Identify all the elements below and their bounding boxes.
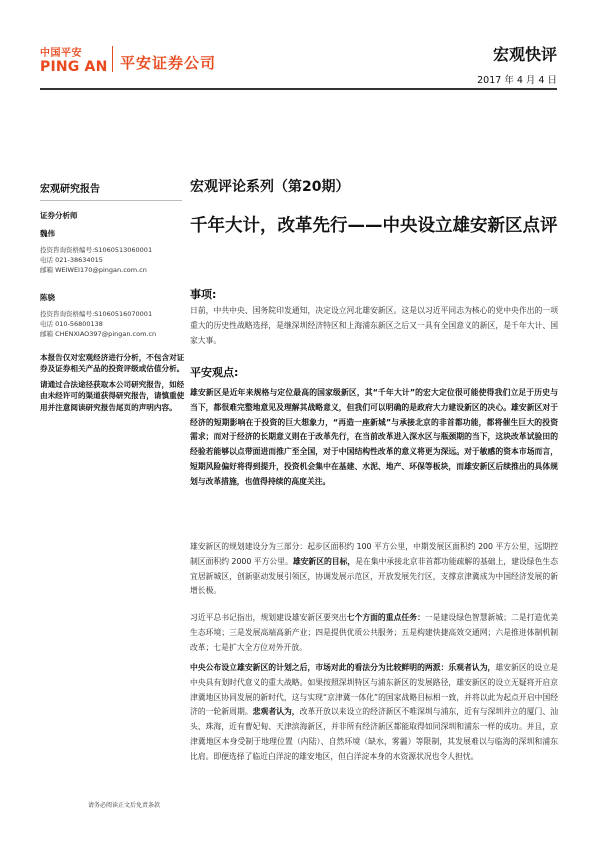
tasks-paragraph [190,611,558,655]
plan-text: 雄安新区的规划建设分为三部分：起步区面积约 100 平方公里，中期发展区面积约 200 平方公里，远期控制区面积约 2000 平方公里。 [190,542,558,566]
tasks-list: 一是建设绿色智慧新城；二是打造优美生态环境；三是发展高端高新产业；四是提供优质公共服务；五是构建快捷高效交通网；六是推进体制机制改革；七是扩大全方位对外开放。 [190,613,559,652]
views-paragraph [190,661,558,765]
analyst-name: 陈骁 [40,293,55,302]
tasks-intro: 习近平总书记指出，规划建设雄安新区要突出 [190,613,347,622]
pessimist-text: 改革开放以来设立的经济新区不唯深圳与浦东，近有与深圳并立的厦门、汕头、珠海，近有曹妃甸、天津滨海新区，并非所有经济新区都能取得如同深圳和浦东一样的成功。并且，京津冀地区本身受制于地理位置（内陆）、自然环境（缺水，雾霾）等限制，其发展难以与临海的深圳和浦东比肩。即便选择了临近白洋淀的雄安地区，但白洋淀本身的水资源状况也令人担忧。 [190,707,559,761]
logo-divider [112,46,113,72]
report-category: 宏观研究报告 [40,184,100,195]
analyst-email[interactable]: 邮箱 WEIWEI170@pingan.com.cn [40,266,147,274]
analyst-label: 证券分析师 [40,211,78,220]
footer-note: 请务必阅读正文后免责条款 [88,802,161,809]
analyst-phone: 电话 021-38634015 [40,256,103,264]
page-title: 千年大计，改革先行——中央设立雄安新区点评 [190,216,558,236]
optimist-text: 雄安新区的设立是中央具有划时代意义的重大战略。如果按照深圳特区与浦东新区的发展路径，雄安新区的设立无疑将开启京津冀地区协同发展的新时代，这与实现“京津冀一体化”的国家战略目标相一致，并将以此为起点开启中国经济的一轮新周期。 [190,663,559,717]
analyst-phone: 电话 010-56800138 [40,320,103,328]
event-heading: 事项: [190,288,217,301]
company-logo [40,44,270,80]
report-type: 宏观快评 [492,45,557,64]
disclaimer-scope: 本报告仅对宏观经济进行分析，不包含对证券及证券相关产品的投资评级或估值分析。 [40,353,185,374]
plan-goal-text: 是在集中承接北京非首都功能疏解的基础上，建设绿色生态宜居新城区，创新驱动发展引领区，协调发展示范区，开放发展先行区，支撑京津冀成为中国经济发展的新增长极。 [190,556,559,596]
logo-english-text: PING AN [40,59,108,75]
optimist-label: 中央公布设立雄安新区的计划之后，市场对此的看法分为比较鲜明的两派：乐观者认为， [190,663,496,672]
header-divider [40,88,557,90]
view-paragraph: 雄安新区是近年来规格与定位最高的国家级新区，其“千年大计”的宏大定位很可能使得我们立足于历史与当下，都很难完整地意见及理解其战略意义，但我们可以明确的是政府大力建设新区的决心。雄安新区对于经济的短期影响在于投资的巨大想象力，“再造一座新城”与承接北京的非首都功能，都将催生巨大的投资需求；而对于经济的长期意义则在于改革先行，在当前改革进入深水区与瓶颈期的当下，这块改革试验田的经验若能够以点带面进而推广至全国，对于中国结构性改革的意义将更为深远。对于敏感的资本市场而言，短期风险偏好将得到提升，投资机会集中在基建、水泥、地产、环保等板块，而雄安新区后续推出的具体规划与改革措施，也值得持续的高度关注。 [190,388,558,486]
disclaimer [40,352,186,417]
series-title: 宏观评论系列（第20期） [190,179,350,195]
analyst-name: 魏伟 [40,229,55,238]
report-date: 2017 年 4 月 4 日 [477,75,557,86]
disclaimer-access: 请通过合法途径获取本公司研究报告，如经由未经许可的渠道获得研究报告，请慎重使用并注意阅读研究报告尾页的声明内容。 [40,379,185,412]
logo-chinese-text: 中国平安 [40,48,82,59]
analyst-email[interactable]: 邮箱 CHENXIAO397@pingan.com.cn [40,330,157,338]
analyst-license: 投资咨询资格编号:S1060513060001 [40,246,153,254]
tasks-label: 七个方面的重点任务： [346,613,425,622]
analyst-license: 投资咨询资格编号:S1060516070001 [40,310,153,318]
category-divider [40,200,182,201]
view-heading: 平安观点: [190,366,239,379]
event-paragraph: 日前，中共中央、国务院印发通知，决定设立河北雄安新区。这是以习近平同志为核心的党中央作出的一项重大的历史性战略选择，是继深圳经济特区和上海浦东新区之后又一具有全国意义的新区，是千年大计、国家大事。 [190,306,558,345]
company-name: 平安证券公司 [120,54,217,72]
pessimist-label: 悲观者认为， [252,707,300,717]
plan-goal-label: 雄安新区的目标， [292,556,356,566]
plan-paragraph [190,540,558,599]
